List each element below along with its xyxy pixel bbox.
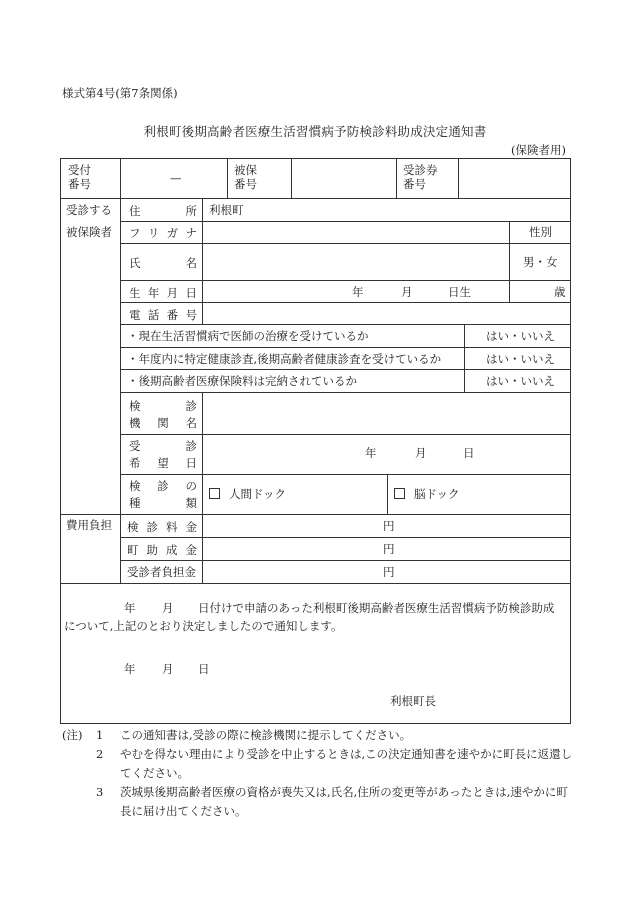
desired-year-unit: 年 — [365, 446, 377, 460]
desired-date-label-line1: 受 診 — [129, 439, 197, 453]
birth-year-unit: 年 — [352, 285, 364, 299]
note-number: 2 — [96, 747, 104, 761]
cost-section-label: 費用負担 — [66, 518, 112, 532]
rule — [387, 474, 388, 514]
rule — [61, 583, 570, 584]
rule — [120, 434, 570, 435]
rule — [464, 324, 465, 392]
age-unit: 歳 — [554, 285, 566, 299]
notice-form-table — [60, 158, 571, 724]
question-treatment: ・現在生活習慣病で医師の治療を受けているか — [127, 329, 369, 343]
rule — [396, 159, 397, 198]
answer-premium-paid: はい・いいえ — [486, 374, 555, 388]
issuer-name: 利根町長 — [390, 694, 436, 708]
birth-month-unit: 月 — [401, 285, 413, 299]
desired-month-unit: 月 — [415, 446, 427, 460]
address-value: 利根町 — [209, 203, 244, 217]
name-label: 氏 名 — [129, 256, 197, 270]
rule — [120, 221, 570, 222]
exam-type-option-brain-dock[interactable]: 脳ドック — [394, 487, 460, 501]
notice-line2: について,上記のとおり決定しましたので通知します。 — [64, 619, 343, 633]
birth-day-unit: 日生 — [448, 285, 471, 299]
form-number: 様式第4号(第7条関係) — [62, 86, 178, 100]
exam-institution-label-line1: 検 診 — [129, 399, 197, 413]
self-pay-label: 受診者負担金 — [127, 565, 196, 579]
question-premium-paid: ・後期高齢者医療保険料は完納されているか — [127, 374, 357, 388]
reception-number-label: 受付 番号 — [68, 163, 91, 191]
note-text: やむを得ない理由により受診を中止するときは,この決定通知書を速やかに町長に返還してください。 — [120, 747, 573, 780]
notice-year-unit: 年 — [124, 601, 136, 615]
notes-lead: (注) — [62, 728, 83, 742]
issue-year-unit: 年 — [124, 662, 136, 676]
issue-day-unit: 日 — [198, 662, 210, 676]
rule — [120, 302, 570, 303]
notice-line1: 日付けで申請のあった利根町後期高齢者医療生活習慣病予防検診助成 — [198, 601, 555, 615]
exam-type-option-ningen-dock[interactable]: 人間ドック — [209, 487, 286, 501]
gender-value: 男・女 — [523, 255, 558, 269]
rule — [509, 221, 510, 280]
furigana-label: フ リ ガ ナ — [129, 226, 197, 240]
checkbox-icon[interactable] — [394, 488, 405, 499]
town-subsidy-label: 町 助 成 金 — [127, 543, 197, 557]
exam-type-label-line2: 種 類 — [129, 496, 197, 510]
rule — [458, 159, 459, 198]
note-text: 茨城県後期高齢者医療の資格が喪失又は,氏名,住所の変更等があったときは,速やかに町長に届け出てください。 — [120, 785, 568, 818]
checkbox-icon[interactable] — [209, 488, 220, 499]
rule — [227, 159, 228, 198]
reception-number-value: — — [170, 171, 182, 185]
exam-institution-label-line2: 機 関 名 — [129, 416, 197, 430]
issue-month-unit: 月 — [162, 662, 174, 676]
answer-treatment: はい・いいえ — [486, 329, 555, 343]
copy-type-label: (保険者用) — [511, 143, 566, 157]
rule — [120, 369, 570, 370]
insured-section-label: 受診する 被保険者 — [66, 203, 112, 239]
rule — [120, 560, 570, 561]
answer-health-check: はい・いいえ — [486, 352, 555, 366]
notice-month-unit: 月 — [162, 601, 174, 615]
rule — [120, 392, 570, 393]
note-item — [62, 726, 577, 745]
rule — [120, 159, 121, 583]
birth-date-label: 生 年 月 日 — [129, 286, 197, 300]
rule — [120, 280, 570, 281]
rule — [61, 514, 570, 515]
rule — [61, 198, 570, 199]
note-item — [62, 745, 577, 783]
self-pay-yen: 円 — [383, 565, 395, 579]
exam-type-label-line1: 検 診 の — [129, 479, 197, 493]
gender-label: 性別 — [529, 225, 552, 239]
note-number: 3 — [96, 785, 104, 799]
rule — [202, 392, 203, 583]
rule — [120, 243, 570, 244]
rule — [202, 198, 203, 324]
note-number: 1 — [96, 728, 104, 742]
rule — [120, 537, 570, 538]
note-text: この通知書は,受診の際に検診機関に提示してください。 — [120, 728, 412, 742]
ticket-number-label: 受診券 番号 — [403, 163, 438, 191]
town-subsidy-yen: 円 — [383, 542, 395, 556]
exam-fee-label: 検 診 料 金 — [127, 520, 197, 534]
rule — [120, 324, 570, 325]
rule — [120, 474, 570, 475]
insured-number-label: 被保 番号 — [234, 163, 257, 191]
exam-fee-yen: 円 — [383, 519, 395, 533]
note-item — [62, 783, 577, 821]
question-health-check: ・年度内に特定健康診査,後期高齢者健康診査を受けているか — [127, 352, 442, 366]
desired-day-unit: 日 — [463, 446, 475, 460]
desired-date-label-line2: 希 望 日 — [129, 456, 197, 470]
rule — [120, 347, 570, 348]
page-title: 利根町後期高齢者医療生活習慣病予防検診料助成決定通知書 — [143, 124, 487, 139]
notes-section — [62, 726, 577, 821]
phone-label: 電 話 番 号 — [129, 308, 197, 322]
rule — [291, 159, 292, 198]
rule — [509, 280, 510, 302]
address-label: 住 所 — [129, 204, 197, 218]
